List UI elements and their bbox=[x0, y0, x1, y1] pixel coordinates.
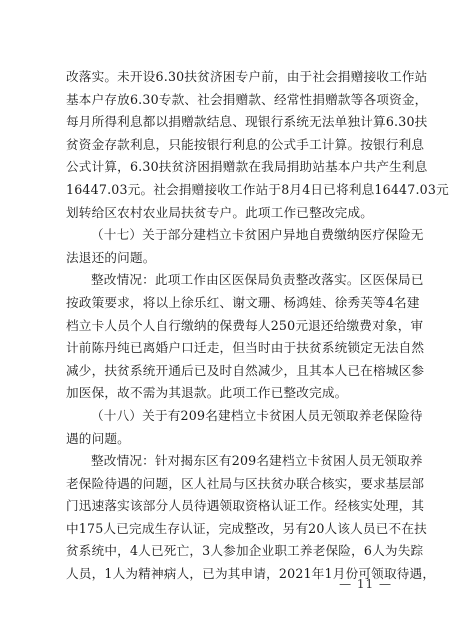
text-line: 中175人已完成生存认证，完成整改，另有20人该人员已不在扶 bbox=[66, 520, 427, 536]
page-number: — 11 — bbox=[339, 577, 392, 591]
text-line: （十七）关于部分建档立卡贫困户异地自费缴纳医疗保险无 bbox=[91, 227, 424, 243]
text-line: 按政策要求，将以上徐乐红、谢文珊、杨鸿娃、徐秀芙等4名建 bbox=[66, 294, 420, 310]
text-line: 计前陈丹纯已离婚户口迁走，但当时由于扶贫系统锁定无法自然 bbox=[66, 340, 425, 356]
text-line: 减少，扶贫系统开通后已及时自然减少，且其本人已在榕城区参 bbox=[66, 362, 425, 378]
document-body bbox=[66, 66, 449, 586]
text-line: 遇的问题。 bbox=[66, 430, 130, 446]
text-line: 整改情况：针对揭东区有209名建档立卡贫困人员无领取养 bbox=[91, 453, 423, 469]
text-line: （十八）关于有209名建档立卡贫困人员无领取养老保险待 bbox=[91, 407, 423, 423]
text-line: 公式计算，6.30扶贫济困捐赠款在我局捐助站基本户共产生利息 bbox=[66, 159, 428, 175]
text-line: 法退还的问题。 bbox=[66, 249, 156, 265]
text-line: 基本户存放6.30专款、社会捐赠款、经常性捐赠款等各项资金， bbox=[66, 91, 428, 107]
text-line: 16447.03元。社会捐赠接收工作站于8月4日已将利息16447.03元 bbox=[66, 181, 449, 197]
text-line: 档立卡人员个人自行缴纳的保费每人250元退还给缴费对象，审 bbox=[66, 317, 424, 333]
text-line: 老保险待遇的问题，区人社局与区扶贫办联合核实，要求基层部 bbox=[66, 475, 425, 491]
text-line: 门迅速落实该部分人员待遇领取资格认证工作。经核实处理，其 bbox=[66, 498, 425, 514]
text-line: 贫资金存款利息，只能按银行利息的公式手工计算。按银行利息 bbox=[66, 136, 425, 152]
text-line: 整改情况：此项工作由区医保局负责整改落实。区医保局已 bbox=[91, 272, 424, 288]
text-line: 改落实。未开设6.30扶贫济困专户前，由于社会捐赠接收工作站 bbox=[66, 69, 428, 84]
text-line: 加医保，故不需为其退款。此项工作已整改完成。 bbox=[66, 385, 348, 401]
text-line: 人员，1人为精神病人，已为其申请，2021年1月份可领取待遇， bbox=[66, 566, 436, 582]
text-line: 划转给区农村农业局扶贫专户。此项工作已整改完成。 bbox=[66, 204, 374, 220]
text-line: 每月所得利息都以捐赠款结息、现银行系统无法单独计算6.30扶 bbox=[66, 114, 428, 130]
text-line: 贫系统中，4人已死亡，3人参加企业职工养老保险，6人为失踪 bbox=[66, 543, 424, 559]
